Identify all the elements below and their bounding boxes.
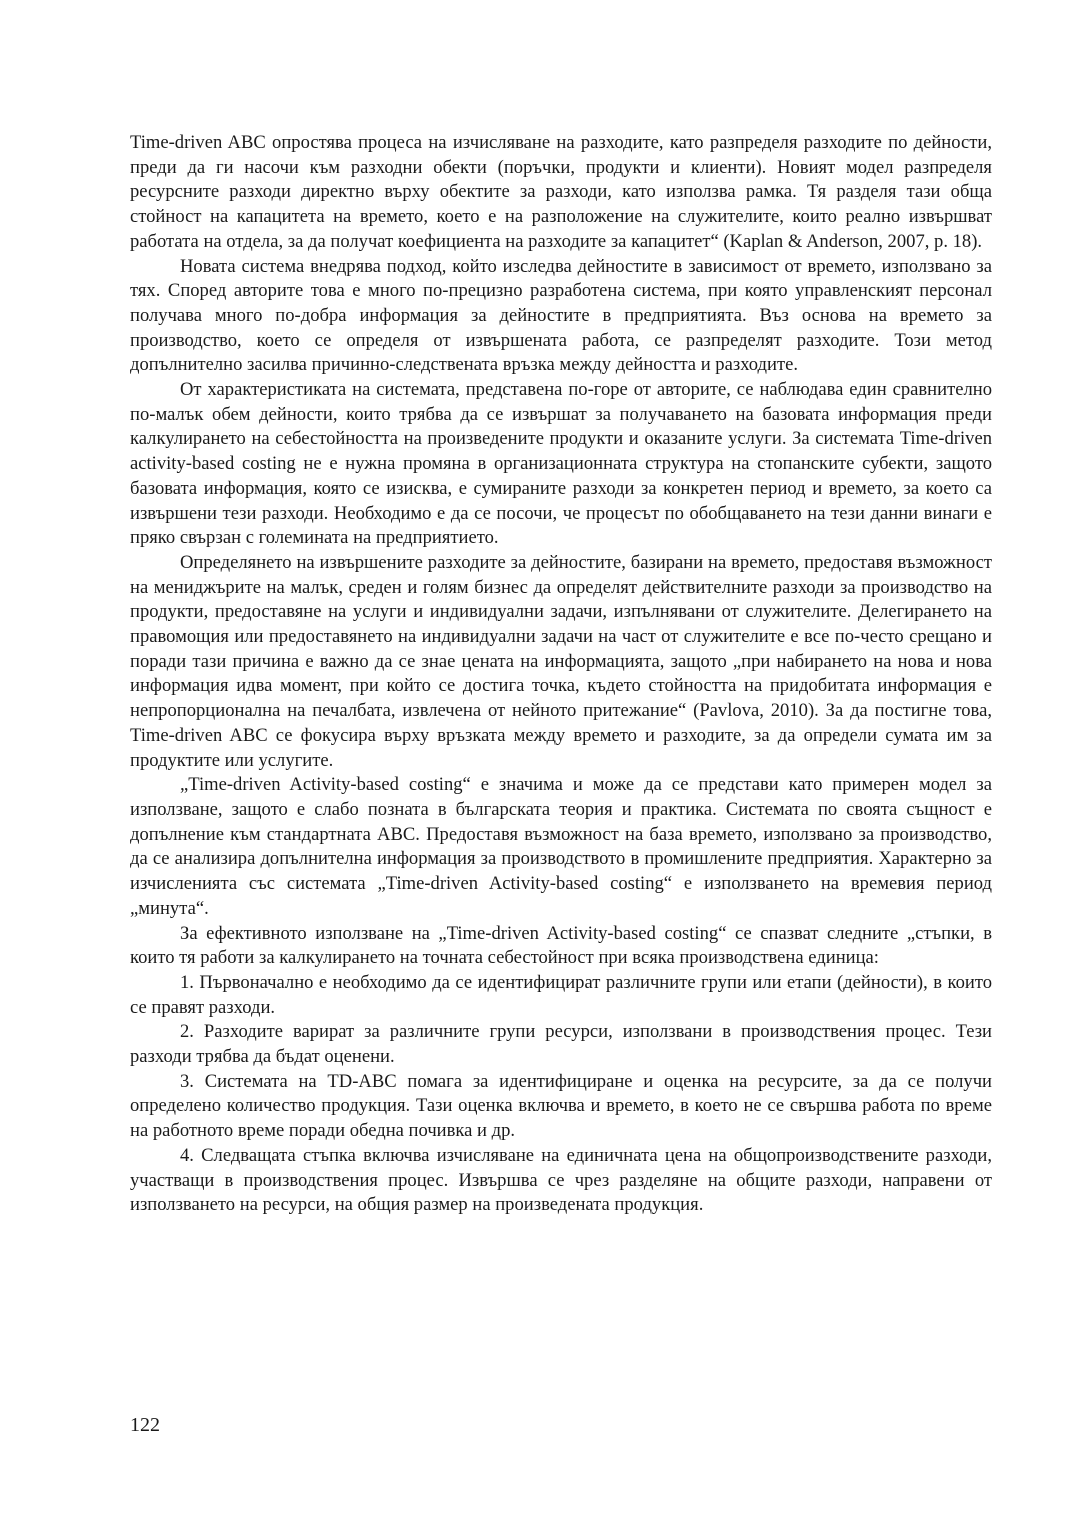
list-item-step-1: 1. Първоначално е необходимо да се идентифицират различните групи или етапи (дейности), в които се правят разходи. — [130, 971, 992, 1018]
list-item-step-3: 3. Системата на TD-ABC помага за идентифициране и оценка на ресурсите, за да се получи определено количество продукция. Тази оценка включва и времето, в което не се свършва работа по време на работното време поради обедна почивка и др. — [130, 1070, 992, 1142]
list-item-step-4: 4. Следващата стъпка включва изчисляване на единичната цена на общопроизводствените разходи, участващи в производствения процес. Извършва се чрез разделяне на общите разходи, направени от използването на ресурси, на общия размер на произведената продукция. — [130, 1144, 992, 1216]
body-text — [130, 131, 992, 1218]
paragraph-intro: Time-driven ABC опростява процеса на изчисляване на разходите, като разпределя разходите по дейности, преди да ги насочи към разходни обекти (поръчки, продукти и клиенти). Новият модел разпределя ресурсните разходи директно върху обектите за разходи, като използва рамка. Тя разделя тази обща стойност на капацитета на времето, което е на разположение на служителите, които реално извършват работата на отдела, за да получат коефициента на разходите за капацитет“ (Kaplan & Anderson, 2007, p. 18). — [130, 132, 992, 252]
page-number: 122 — [130, 1414, 160, 1436]
paragraph-steps-intro: За ефективното използване на „Time-driven Activity-based costing“ се спазват следните „стъпки, в които тя работи за калкулирането на точната себестойност при всяка производствена единица: — [130, 922, 992, 969]
paragraph-characteristics: От характеристиката на системата, представена по-горе от авторите, се наблюдава един сравнително по-малък обем дейности, които трябва да се извършат за получаването на базовата информация преди калкулирането на себестойността на произведените продукти и оказаните услуги. За системата Time-driven activity-based costing не е нужна промяна в организационната структура на стопанските субекти, защото базовата информация, която се изисква, е сумираните разходи за конкретен период и времето, за което са извършени тези разходи. Необходимо е да се посочи, че процесът по обобщаването на тези данни винаги е пряко свързан с големината на предприятието. — [130, 379, 992, 549]
paragraph-cost-determination: Определянето на извършените разходите за дейностите, базирани на времето, предоставя възможност на мениджърите на малък, среден и голям бизнес да определят действителните разходи за производство на продукти, предоставяне на услуги и индивидуални задачи, изпълнявани от служителите. Делегирането на правомощия или предоставянето на индивидуални задачи на част от служителите е все по-често срещано и поради тази причина е важно да се знае цената на информацията, защото „при набирането на нова и нова информация идва момент, при който се достига точка, където стойността на придобитата информация е непропорционална на печалбата, извлечена от нейното притежание“ (Pavlova, 2010). За да постигне това, Time-driven ABC се фокусира върху връзката между времето и разходите, за да определи сумата им за продуктите или услугите. — [130, 551, 992, 771]
list-item-step-2: 2. Разходите варират за различните групи ресурси, използвани в производствения процес. Тези разходи трябва да бъдат оценени. — [130, 1021, 992, 1068]
paragraph-td-abc-significance: „Time-driven Activity-based costing“ е значима и може да се представи като примерен модел за използване, защото е слабо позната в българската теория и практика. Системата по своята същност е допълнение към стандартната ABC. Предоставя възможност на база времето, използвано за производство, да се анализира допълнителна информация за производството в промишлените предприятия. Характерно за изчисленията със системата „Time-driven Activity-based costing“ е използването на времевия период „минута“. — [130, 774, 992, 919]
paragraph-new-system: Новата система внедрява подход, който изследва дейностите в зависимост от времето, използвано за тях. Според авторите това е много по-прецизно разработена система, при която управленският персонал получава много по-добра информация за дейностите в предприятията. Въз основа на времето за производство, което се определя от извършената работа, се разпределят разходите. Този метод допълнително засилва причинно-следствената връзка между дейността и разходите. — [130, 255, 992, 376]
